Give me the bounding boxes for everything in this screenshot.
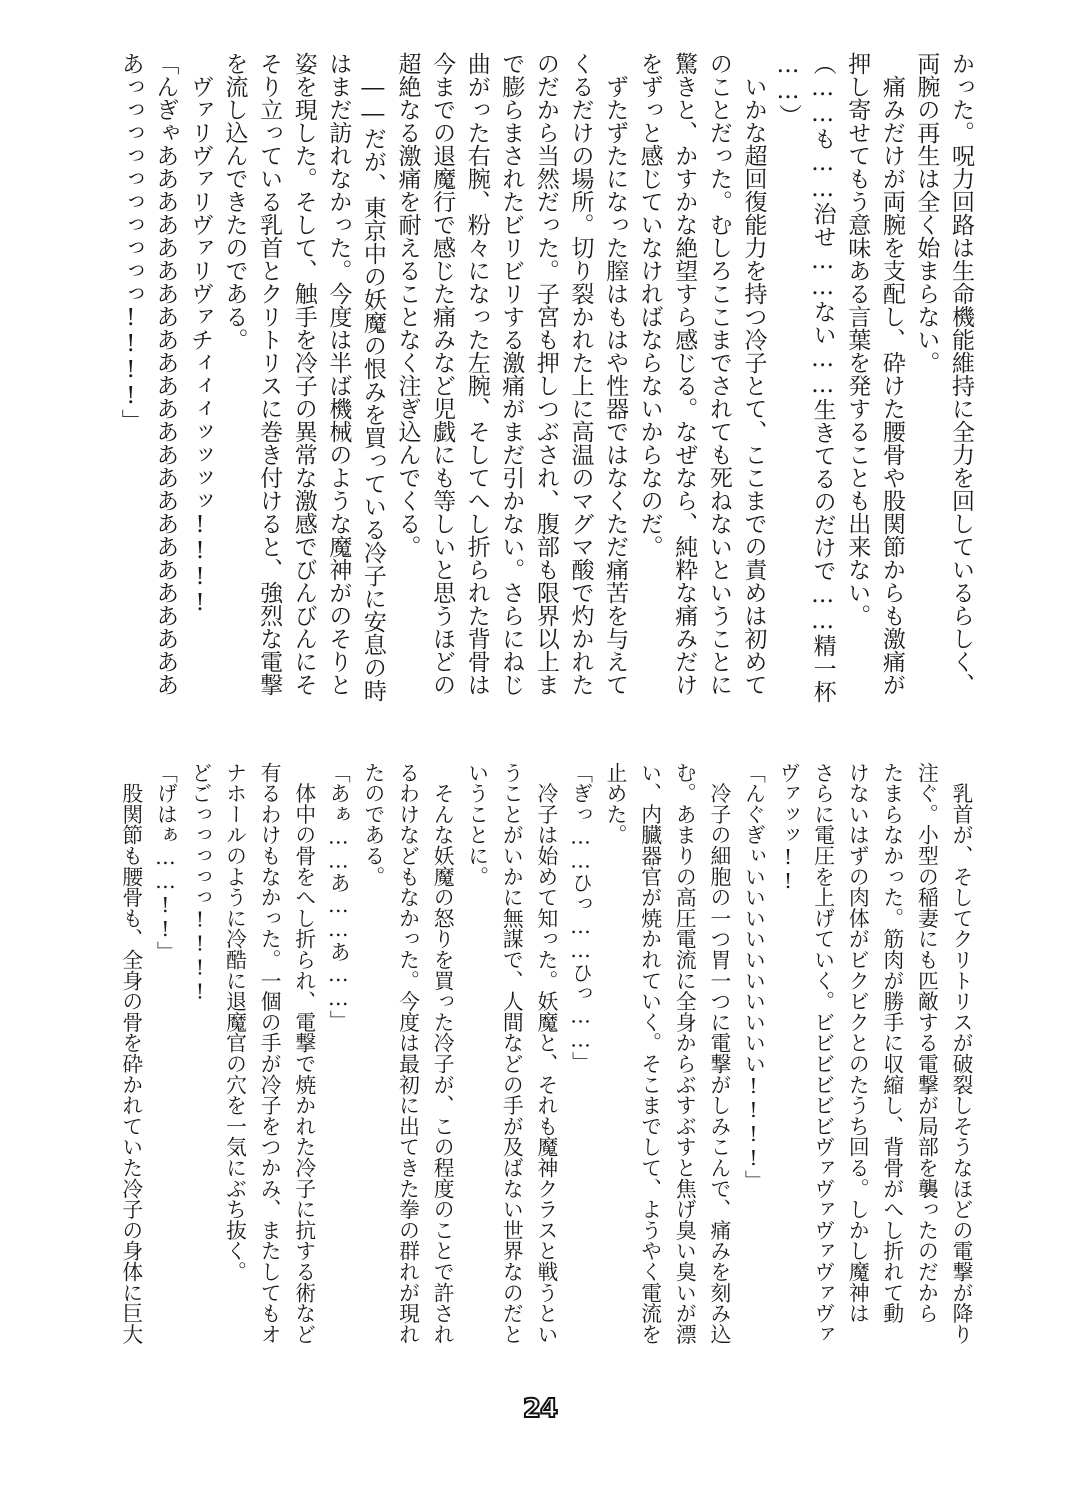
text-line: 股関節も腰骨も、全身の骨を砕かれていた冷子の身体に巨大 — [118, 762, 143, 1345]
text-line: 超絶なる激痛を耐えることなく注ぎ込んでくる。 — [394, 52, 421, 558]
text-line: 今までの退魔行で感じた痛みなど児戯にも等しいと思うほどの — [429, 52, 456, 696]
text-line: 曲がった右腕、粉々になった左腕、そしてへし折られた背骨は — [463, 52, 490, 696]
text-line: さらに電圧を上げていく。ビビビビビビヴァヴァヴァヴァヴァ — [810, 762, 835, 1345]
text-line: うことがいかに無謀で、人間などの手が及ばない世界なのだと — [499, 762, 524, 1345]
text-line: のだから当然だった。子宮も押しつぶされ、腹部も限界以上ま — [532, 52, 559, 696]
text-line: 乳首が、そしてクリトリスが破裂しそうなほどの電撃が降り — [949, 762, 973, 1345]
text-line: たまらなかった。筋肉が勝手に収縮し、背骨がへし折れて動 — [879, 762, 904, 1324]
text-line: たのである。 — [360, 762, 385, 887]
text-line: 有るわけもなかった。一個の手が冷子をつかみ、またしてもオ — [257, 762, 282, 1345]
text-line: ヴァッッ!! — [776, 762, 801, 894]
text-line: 痛みだけが両腕を支配し、砕けた腰骨や股関節からも激痛が — [878, 52, 905, 696]
text-line: 冷子の細胞の一つ胃一つに電撃がしみこんで、痛みを刻み込 — [706, 762, 731, 1345]
text-line: 両腕の再生は全く始まらない。 — [913, 52, 940, 374]
text-line: そんな妖魔の怒りを買った冷子が、この程度のことで許され — [430, 762, 455, 1345]
text-line: 「んぐぎぃいいいいいいいいいい!!!!」 — [741, 762, 766, 1191]
text-line: い、内臓器官が焼かれていく。そこまでして、ようやく電流を — [637, 762, 662, 1345]
text-line: 「ぎっ……ひっ……ひっ……」 — [568, 762, 593, 1073]
upper-text-block — [112, 52, 978, 707]
text-line: 驚きと、かすかな絶望すら感じる。なぜなら、純粋な痛みだけ — [671, 52, 698, 696]
text-line: を流し込んできたのである。 — [221, 52, 248, 351]
text-line: 「げはぁ……!!」 — [153, 762, 178, 962]
text-line: あっっっっっっっっっっ!!!!」 — [117, 52, 144, 432]
text-line: 姿を現した。そして、触手を冷子の異常な激感でびんびんにそ — [290, 52, 317, 696]
text-line: のことだった。むしろここまでされても死ねないということに — [705, 52, 732, 696]
text-line: そり立っている乳首とクリトリスに巻き付けると、強烈な電撃 — [256, 52, 283, 696]
text-line: 体中の骨をへし折られ、電撃で焼かれた冷子に抗する術など — [291, 762, 316, 1345]
text-line: 「あぁ……あ……あ……」 — [326, 762, 351, 1031]
text-line: かった。呪力回路は生命機能維持に全力を回しているらしく、 — [948, 52, 974, 696]
text-line: どごっっっっっ!!!! — [187, 762, 212, 1004]
text-line: （……も……治せ……ない……生きてるのだけで……精一杯 — [809, 52, 836, 703]
text-line: で膨らまされたビリビリする激痛がまだ引かない。さらにねじ — [498, 52, 525, 696]
text-line: ナホールのように冷酷に退魔官の穴を一気にぶち抜く。 — [222, 762, 247, 1282]
text-line: いかな超回復能力を持つ冷子とて、ここまでの責めは初めて — [740, 52, 767, 696]
text-line: ヴァリヴァリヴァリヴァチィィィッッッッ!!!! — [186, 52, 213, 616]
text-line: をずっと感じていなければならないからなのだ。 — [636, 52, 663, 558]
text-line: む。あまりの高圧電流に全身からぶすぶすと焦げ臭い臭いが漂 — [672, 762, 697, 1345]
text-line: ……） — [775, 52, 802, 127]
text-line: るわけなどもなかった。今度は最初に出てきた拳の群れが現れ — [395, 762, 420, 1345]
text-line: いうことに。 — [464, 762, 489, 887]
page-number: 24 — [522, 1394, 558, 1424]
text-line: 「んぎゃああああああああああああああああああああああああ — [152, 52, 179, 696]
text-line: ――だが、東京中の妖魔の恨みを買っている冷子に安息の時 — [359, 52, 386, 702]
text-line: ずたずたになった膣はもはや性器ではなくただ痛苦を与えて — [602, 52, 629, 696]
text-line: 押し寄せてもう意味ある言葉を発することも出来ない。 — [844, 52, 871, 627]
text-line: 冷子は始めて知った。妖魔と、それも魔神クラスと戦うとい — [533, 762, 558, 1345]
text-line: 注ぐ。小型の稲妻にも匹敵する電撃が局部を襲ったのだから — [914, 762, 939, 1324]
lower-text-block — [98, 762, 978, 1347]
text-line: 止めた。 — [603, 762, 628, 846]
text-line: けないはずの肉体がビクビクとのたうち回る。しかし魔神は — [845, 762, 870, 1324]
text-line: くるだけの場所。切り裂かれた上に高温のマグマ酸で灼かれた — [567, 52, 594, 696]
text-line: はまだ訪れなかった。今度は半ば機械のような魔神がのそりと — [325, 52, 352, 696]
